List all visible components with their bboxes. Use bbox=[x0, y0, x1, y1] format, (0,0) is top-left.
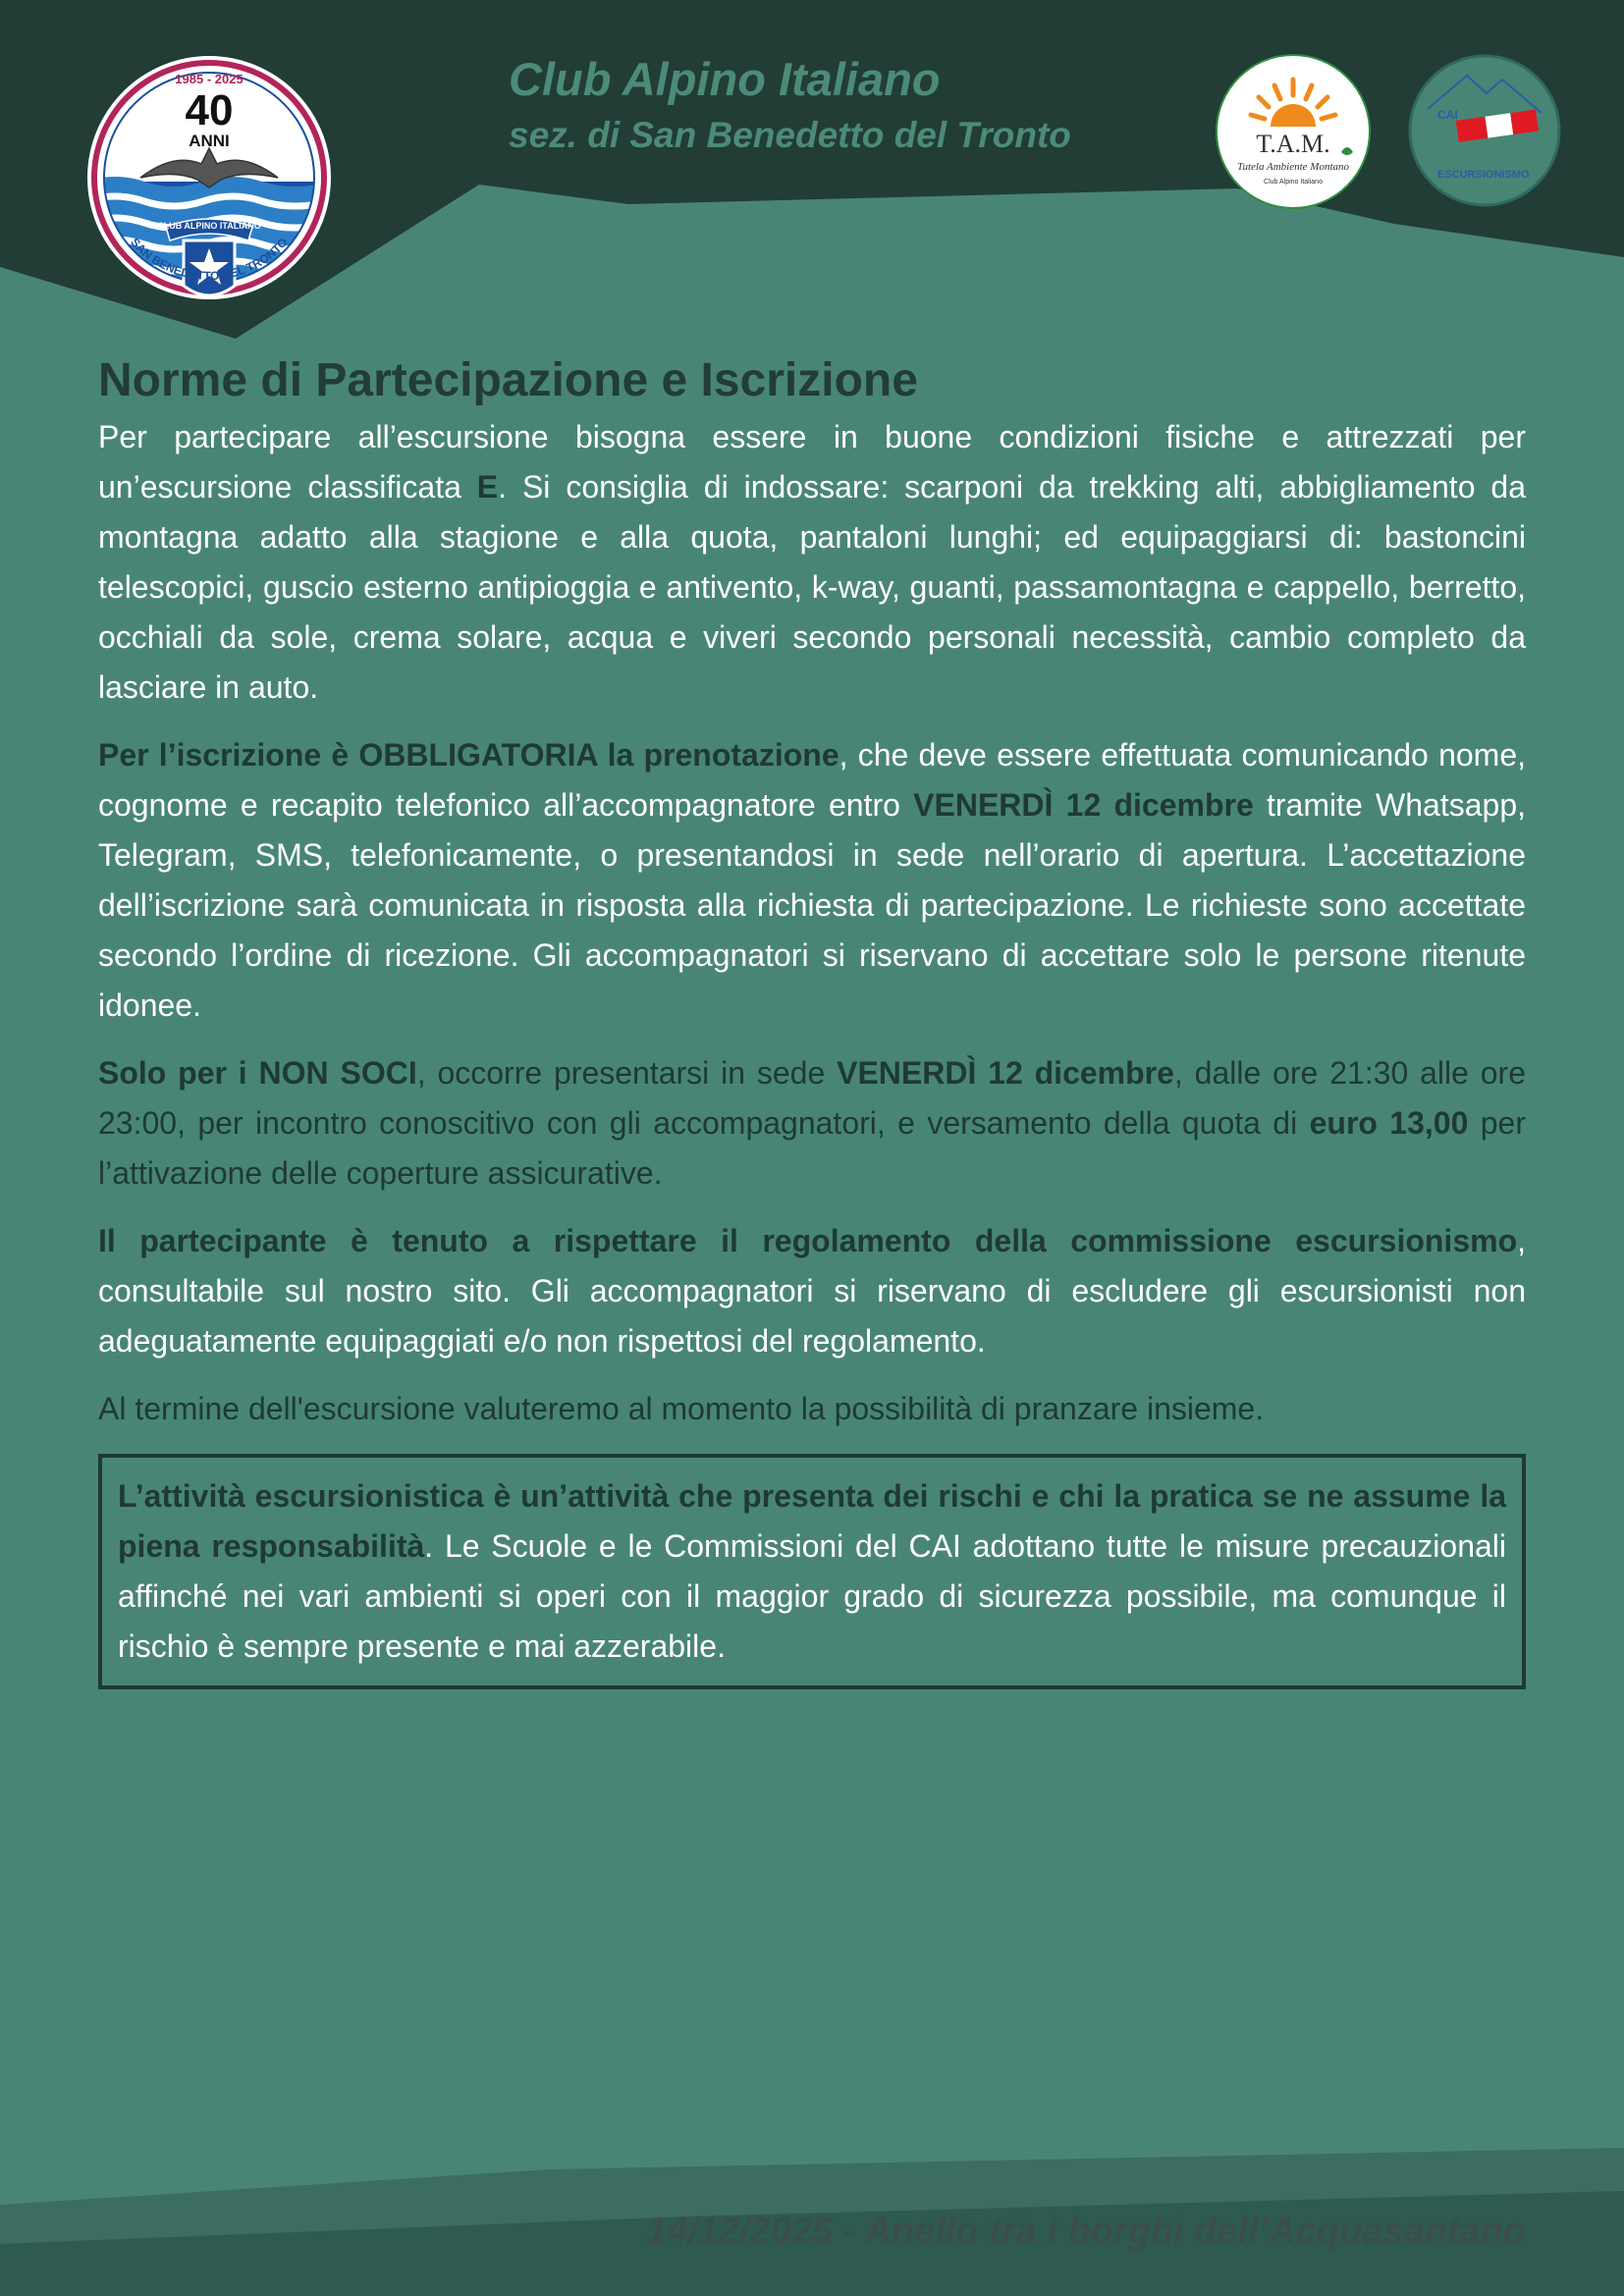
non-members-paragraph: Solo per i NON SOCI, occorre presentarsi in sede VENERDÌ 12 dicembre, dalle ore 21:30 alle ore 23:00, per incontro conoscitivo con gli accompagnatori, e versamento della quota di euro 13,00 per l’attivazione delle coperture assicurative. bbox=[98, 1055, 1527, 1191]
equipment-paragraph: Per partecipare all’escursione bisogna essere in buone condizioni fisiche e attrezzati per un’escursione classificata E. Si consiglia di indossare: scarponi da trekking alti, abbigliamento da montagna adatto alla stagione e alla quota, pantaloni lunghi; ed equipaggiarsi di: bastoncini telescopici, guscio esterno antipioggia e antivento, k-way, guanti, passamontagna e cappello, berretto, occhiali da sole, crema solare, acqua e viveri secondo personali necessità, cambio completo da lasciare in auto. bbox=[98, 419, 1526, 705]
tam-logo bbox=[1216, 54, 1371, 209]
svg-text:CLUB ALPINO ITALIANO: CLUB ALPINO ITALIANO bbox=[157, 221, 261, 231]
rules-paragraph: Il partecipante è tenuto a rispettare il regolamento della commissione escursionismo, consultabile sul nostro sito. Gli accompagnatori si riservano di escludere gli escursionisti non adeguatamente equipaggiati e/o non rispettosi del regolamento. bbox=[98, 1223, 1526, 1359]
section-name: sez. di San Benedetto del Tronto bbox=[509, 114, 1071, 155]
svg-text:T.A.M.: T.A.M. bbox=[1256, 130, 1330, 158]
org-name: Club Alpino Italiano bbox=[509, 53, 941, 105]
svg-text:1985 - 2025: 1985 - 2025 bbox=[175, 72, 244, 86]
insurance-fee: euro 13,00 bbox=[1309, 1105, 1469, 1141]
header-title bbox=[509, 51, 1071, 158]
registration-paragraph: Per l’iscrizione è OBBLIGATORIA la prenotazione, che deve essere effettuata comunicando nome, cognome e recapito telefonico all’accompagnatore entro VENERDÌ 12 dicembre tramite Whatsapp, Telegram, SMS, telefonicamente, o presentandosi in sede nell’orario di apertura. L’accettazione dell’iscrizione sarà comunicata in risposta alla richiesta di partecipazione. Le richieste sono accettate secondo l’ordine di ricezione. Gli accompagnatori si riservano di accettare solo le persone ritenute idonee. bbox=[98, 737, 1527, 1023]
section-title: Norme di Partecipazione e Iscrizione bbox=[98, 354, 918, 406]
escursionismo-logo bbox=[1408, 54, 1561, 207]
cai-anniversary-logo bbox=[85, 54, 333, 301]
svg-text:ANNI: ANNI bbox=[189, 132, 230, 150]
difficulty-grade: E bbox=[476, 469, 499, 505]
lunch-note: Al termine dell'escursione valuteremo al momento la possibilità di pranzare insieme. bbox=[98, 1391, 1265, 1426]
svg-text:Tutela Ambiente Montano: Tutela Ambiente Montano bbox=[1236, 161, 1350, 173]
risk-notice-box: L’attività escursionistica è un’attività che presenta dei rischi e chi la pratica se ne assume la piena responsabilità. Le Scuole e le Commissioni del CAI adottano tutte le misure precauzionali affinché nei vari ambienti si operi con il maggior grado di sicurezza possibile, ma comunque il rischio è sempre presente e mai azzerabile. bbox=[98, 1454, 1526, 1689]
svg-text:SAN BENEDETTO DEL TRONTO: SAN BENEDETTO DEL TRONTO bbox=[128, 235, 291, 284]
registration-deadline: VENERDÌ 12 dicembre bbox=[913, 787, 1254, 823]
footer-event-title: 14/12/2025 - Anello tra i borghi dell’Acquasantano bbox=[645, 2211, 1526, 2252]
svg-text:Club Alpino Italiano: Club Alpino Italiano bbox=[1264, 179, 1323, 186]
svg-text:ESCURSIONISMO: ESCURSIONISMO bbox=[1437, 169, 1530, 181]
main-content bbox=[98, 349, 1526, 1689]
svg-text:40: 40 bbox=[185, 86, 234, 134]
svg-text:CAI: CAI bbox=[1437, 108, 1458, 122]
